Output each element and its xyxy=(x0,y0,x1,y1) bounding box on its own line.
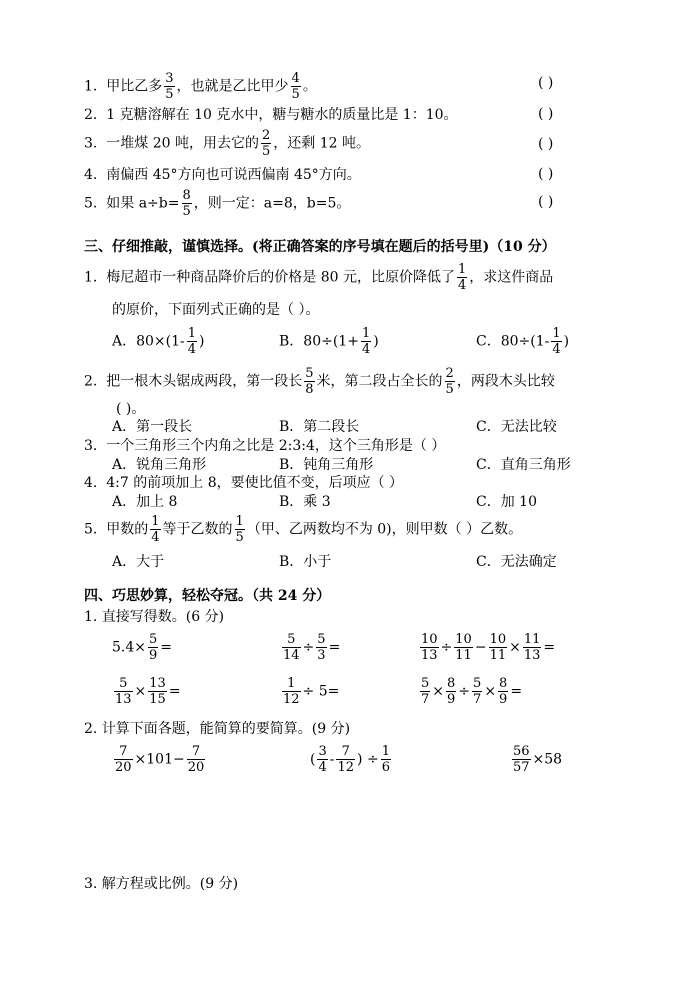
sec3-q2-option-b[interactable]: B．第二段长 xyxy=(279,419,360,435)
item-text: 如果 a÷b= xyxy=(106,195,180,212)
sec3-q5 xyxy=(84,514,522,545)
judge-item-4 xyxy=(84,166,361,184)
item-number: 4. xyxy=(84,167,98,183)
item-text: 梅尼超市一种商品降价后的价格是 80 元，比原价降低了 xyxy=(106,269,455,286)
sec3-q3-option-a[interactable]: A．锐角三角形 xyxy=(112,457,207,473)
sec3-q2-option-c[interactable]: C．无法比较 xyxy=(476,419,557,435)
expr-text: ÷ 5= xyxy=(302,683,340,700)
option-text: C．80÷(1- xyxy=(476,333,550,350)
fraction: $\frac{8}{9}$ xyxy=(447,676,456,707)
fraction: $\frac{1}{4}$ xyxy=(361,326,371,357)
operator: - xyxy=(329,751,335,768)
fraction: $\frac{5}{7}$ xyxy=(473,676,482,707)
sec3-q1-option-b[interactable] xyxy=(279,326,379,357)
item-text: ，也就是乙比甲少 xyxy=(176,78,289,95)
sec3-q2-option-a[interactable]: A．第一段长 xyxy=(112,419,193,435)
expr-text: ×58 xyxy=(532,751,563,768)
expr-3 xyxy=(418,632,555,663)
item-number: 2. xyxy=(84,107,98,123)
item-text: 。 xyxy=(302,78,317,95)
fraction: $\frac{8}{5}$ xyxy=(182,188,191,219)
option-text: B．80÷(1+ xyxy=(279,333,359,350)
fraction: $\frac{5}{9}$ xyxy=(149,632,158,663)
item-number: 4. xyxy=(84,475,98,491)
item-number: 2. xyxy=(84,373,98,390)
judge-item-1 xyxy=(84,71,317,102)
fraction: $\frac{1}{5}$ xyxy=(235,514,244,545)
judge-item-2 xyxy=(84,106,458,124)
sec3-q4-option-b[interactable]: B．乘 3 xyxy=(279,494,331,510)
sec3-q3 xyxy=(84,437,445,455)
item-number: 1. xyxy=(84,78,98,95)
fraction: $\frac{8}{9}$ xyxy=(499,676,508,707)
fraction: $\frac{1}{4}$ xyxy=(457,262,467,293)
option-text: A．80×(1- xyxy=(112,333,185,350)
expr-text: = xyxy=(543,639,556,656)
fraction: $\frac{1}{6}$ xyxy=(381,744,390,775)
operator: ÷ xyxy=(458,683,471,700)
item-text: 一堆煤 20 吨，用去它的 xyxy=(106,135,259,152)
section-4-title: 四、巧思妙算，轻松夺冠。（共 24 分） xyxy=(84,588,331,604)
item-text: （甲、乙两数均不为 0)，则甲数（ ）乙数。 xyxy=(246,521,523,538)
expr-text: = xyxy=(328,639,341,656)
sec3-q2-line2: ( )。 xyxy=(116,401,146,417)
fraction: $\frac{7}{20}$ xyxy=(115,744,132,775)
fraction: $\frac{5}{3}$ xyxy=(317,632,326,663)
sec4-q2-heading: 2. 计算下面各题，能简算的要简算。(9 分) xyxy=(84,721,351,737)
fraction: $\frac{1}{4}$ xyxy=(187,326,197,357)
item-text: 米，第二段占全长的 xyxy=(316,373,443,390)
fraction: $\frac{2}{5}$ xyxy=(445,366,454,397)
item-text: 等于乙数的 xyxy=(162,521,233,538)
sec3-q1-option-c[interactable] xyxy=(476,326,569,357)
judge-item-3 xyxy=(84,128,370,159)
expr-text: 5.4× xyxy=(112,639,146,656)
answer-paren-1[interactable]: ( ) xyxy=(538,75,554,91)
expr-1 xyxy=(112,632,172,663)
sec3-q5-option-a[interactable]: A．大于 xyxy=(112,554,165,570)
item-number: 5. xyxy=(84,195,98,212)
item-number: 5. xyxy=(84,521,98,538)
expr-6 xyxy=(418,676,522,707)
item-text: 南偏西 45°方向也可说西偏南 45°方向。 xyxy=(106,167,361,183)
answer-paren-2[interactable]: ( ) xyxy=(538,106,554,122)
item-text: 一个三角形三个内角之比是 2:3:4，这个三角形是（ ） xyxy=(106,438,446,454)
calc-2 xyxy=(310,744,393,775)
operator: × xyxy=(509,639,521,656)
expr-5 xyxy=(280,676,339,707)
expr-text: ( xyxy=(310,751,316,768)
fraction: $\frac{1}{4}$ xyxy=(151,514,160,545)
sec3-q4-option-c[interactable]: C．加 10 xyxy=(476,494,537,510)
expr-2 xyxy=(280,632,340,663)
item-text: ，求这件商品 xyxy=(469,269,554,286)
fraction: $\frac{10}{13}$ xyxy=(421,632,438,663)
calc-1 xyxy=(112,744,207,775)
expr-text: = xyxy=(160,639,173,656)
expr-text: = xyxy=(510,683,523,700)
operator: × xyxy=(432,683,445,700)
option-text: ) xyxy=(563,333,570,350)
fraction: $\frac{5}{14}$ xyxy=(283,632,300,663)
item-number: 1. xyxy=(84,269,98,286)
sec3-q1-line2: 的原价，下面列式正确的是（ ）。 xyxy=(112,302,320,318)
fraction: $\frac{56}{57}$ xyxy=(513,744,530,775)
expr-text: = xyxy=(168,683,181,700)
fraction: $\frac{7}{12}$ xyxy=(337,744,355,775)
item-text: 甲比乙多 xyxy=(106,78,163,95)
fraction: $\frac{3}{4}$ xyxy=(318,744,327,775)
fraction: $\frac{13}{15}$ xyxy=(149,676,166,707)
judge-item-5 xyxy=(84,188,350,219)
operator: × xyxy=(134,683,147,700)
fraction: $\frac{10}{11}$ xyxy=(489,632,507,663)
sec4-q1-heading: 1. 直接写得数。(6 分) xyxy=(84,609,225,625)
operator: × xyxy=(484,683,497,700)
sec3-q3-option-c[interactable]: C．直角三角形 xyxy=(476,457,571,473)
fraction: $\frac{5}{7}$ xyxy=(421,676,430,707)
item-text: ，还剩 12 吨。 xyxy=(273,135,370,152)
fraction: $\frac{7}{20}$ xyxy=(187,744,205,775)
sec3-q1 xyxy=(84,262,553,293)
sec3-q2 xyxy=(84,366,555,397)
item-text: 把一根木头锯成两段，第一段长 xyxy=(106,373,303,390)
item-text: 甲数的 xyxy=(106,521,149,538)
fraction: $\frac{2}{5}$ xyxy=(261,128,271,159)
fraction: $\frac{3}{5}$ xyxy=(165,71,174,102)
item-text: ，则一定：a=8，b=5。 xyxy=(193,195,351,212)
calc-3 xyxy=(510,744,562,775)
sec3-q3-option-b[interactable]: B．钝角三角形 xyxy=(279,457,374,473)
sec4-q3-heading: 3. 解方程或比例。(9 分) xyxy=(84,876,239,892)
sec3-q5-option-c[interactable]: C．无法确定 xyxy=(476,554,557,570)
sec3-q5-option-b[interactable]: B．小于 xyxy=(279,554,332,570)
sec3-q4 xyxy=(84,474,403,492)
item-number: 3. xyxy=(84,135,98,152)
answer-paren-5[interactable]: ( ) xyxy=(538,194,554,210)
answer-paren-4[interactable]: ( ) xyxy=(538,166,554,182)
fraction: $\frac{1}{12}$ xyxy=(283,676,300,707)
option-text: ) xyxy=(199,333,205,350)
fraction: $\frac{5}{13}$ xyxy=(115,676,132,707)
operator: ÷ xyxy=(302,639,315,656)
fraction: $\frac{4}{5}$ xyxy=(291,71,300,102)
fraction: $\frac{10}{11}$ xyxy=(455,632,472,663)
sec3-q4-option-a[interactable]: A．加上 8 xyxy=(112,494,178,510)
item-number: 3. xyxy=(84,438,98,454)
answer-paren-3[interactable]: ( ) xyxy=(538,136,554,152)
expr-text: ) ÷ xyxy=(357,751,379,768)
item-text: 4:7 的前项加上 8，要使比值不变，后项应（ ） xyxy=(106,475,404,491)
item-text: ，两段木头比较 xyxy=(456,373,555,390)
section-3-title: 三、仔细推敲，谨慎选择。(将正确答案的序号填在题后的括号里)（10 分） xyxy=(84,239,556,255)
item-text: 1 克糖溶解在 10 克水中，糖与糖水的质量比是 1：10。 xyxy=(106,107,458,123)
fraction: $\frac{1}{4}$ xyxy=(552,326,561,357)
operator: ÷ xyxy=(440,639,453,656)
operator: − xyxy=(474,639,487,656)
option-text: ) xyxy=(373,333,379,350)
expr-4 xyxy=(112,676,181,707)
expr-text: ×101− xyxy=(134,751,185,768)
fraction: $\frac{11}{13}$ xyxy=(523,632,541,663)
sec3-q1-option-a[interactable] xyxy=(112,326,205,357)
fraction: $\frac{5}{8}$ xyxy=(305,366,314,397)
